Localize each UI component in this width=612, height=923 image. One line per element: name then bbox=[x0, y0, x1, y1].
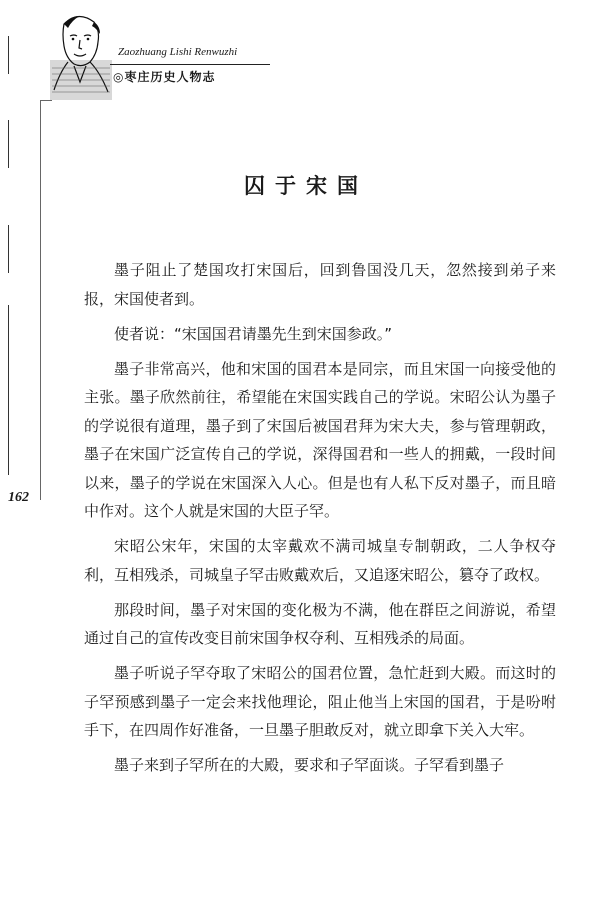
chapter-title: 囚于宋国 bbox=[244, 174, 368, 198]
header-book-title: ◎枣庄历史人物志 bbox=[113, 70, 216, 84]
paragraph: 墨子阻止了楚国攻打宋国后，回到鲁国没几天，忽然接到弟子来报，宋国使者到。 bbox=[84, 261, 556, 308]
body-text bbox=[84, 256, 556, 780]
margin-line bbox=[8, 305, 9, 475]
paragraph: 宋昭公宋年，宋国的太宰戴欢不满司城皇专制朝政，二人争权夺利，互相残杀，司城皇子罕击败戴欢后，又追逐宋昭公，篡夺了政权。 bbox=[84, 537, 556, 584]
paragraph: 墨子听说子罕夺取了宋昭公的国君位置，急忙赶到大殿。而这时的子罕预感到墨子一定会来找他理论，阻止他当上宋国的国君，于是吩咐手下，在四周作好准备，一旦墨子胆敢反对，就立即拿下关入大牢。 bbox=[84, 664, 556, 739]
margin-inner-tick bbox=[40, 100, 52, 101]
header-romanized-title: Zaozhuang Lishi Renwuzhi bbox=[118, 46, 238, 58]
paragraph: 那段时间，墨子对宋国的变化极为不满，他在群臣之间游说，希望通过自己的宣传改变目前宋国争权夺利、互相残杀的局面。 bbox=[84, 600, 556, 647]
author-portrait-icon bbox=[50, 12, 112, 100]
paragraph: 墨子来到子罕所在的大殿，要求和子罕面谈。子罕看到墨子 bbox=[114, 756, 505, 774]
header-rule bbox=[110, 64, 270, 65]
margin-line bbox=[8, 225, 9, 273]
margin-line bbox=[8, 120, 9, 168]
margin-inner-line bbox=[40, 100, 41, 500]
paragraph: 使者说：“宋国国君请墨先生到宋国参政。” bbox=[114, 324, 393, 343]
margin-line bbox=[8, 36, 9, 74]
page-number: 162 bbox=[8, 490, 29, 505]
paragraph: 墨子非常高兴，他和宋国的国君本是同宗，而且宋国一向接受他的主张。墨子欣然前往，希望能在宋国实践自己的学说。宋昭公认为墨子的学说很有道理，墨子到了宋国后被国君拜为宋大夫，参与管理朝政，墨子在宋国广泛宣传自己的学说，深得国君和一些人的拥戴，一段时间以来，墨子的学说在宋国深入人心。但是也有人私下反对墨子，而且暗中作对。这个人就是宋国的大臣子罕。 bbox=[84, 359, 556, 520]
